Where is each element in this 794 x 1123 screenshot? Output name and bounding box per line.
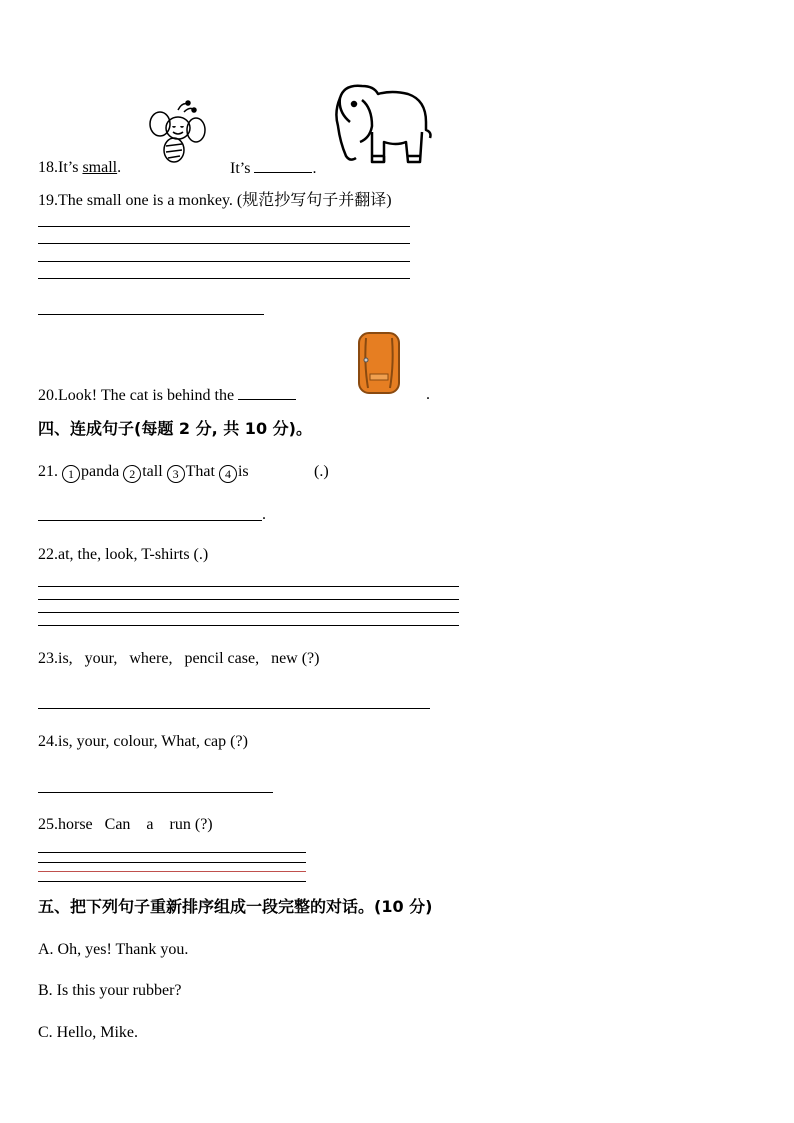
question-number: 21. <box>38 463 62 480</box>
section-5-title: 五、把下列句子重新排序组成一段完整的对话。(10 分) <box>38 897 433 916</box>
word-1: panda <box>81 463 120 480</box>
writing-line[interactable] <box>38 599 459 600</box>
word-2: tall <box>142 463 163 480</box>
question-end: . <box>117 159 122 176</box>
option-b: B. Is this your rubber? <box>38 982 182 999</box>
answer-line[interactable] <box>38 792 273 793</box>
circle-number-3: 3 <box>167 465 185 483</box>
answer-blank[interactable] <box>254 158 312 173</box>
writing-line[interactable] <box>38 862 306 863</box>
question-prefix: It’s <box>58 159 83 176</box>
writing-line-red[interactable] <box>38 871 306 872</box>
question-23: 23.is, your, where, pencil case, new (?) <box>38 650 320 667</box>
word-4: is <box>237 463 249 480</box>
writing-line[interactable] <box>38 226 410 227</box>
answer-line[interactable] <box>38 708 430 709</box>
writing-line[interactable] <box>38 243 410 244</box>
option-a: A. Oh, yes! Thank you. <box>38 941 189 958</box>
circle-number-1: 1 <box>62 465 80 483</box>
answer-end: . <box>312 160 317 177</box>
question-24: 24.is, your, colour, What, cap (?) <box>38 733 248 750</box>
writing-line[interactable] <box>38 278 410 279</box>
question-20 <box>38 385 296 406</box>
circle-number-4: 4 <box>219 465 237 483</box>
word-3: That <box>185 463 215 480</box>
circle-number-2: 2 <box>123 465 141 483</box>
option-c: C. Hello, Mike. <box>38 1024 138 1041</box>
question-text: 20.Look! The cat is behind the <box>38 387 239 404</box>
writing-line[interactable] <box>38 261 410 262</box>
question-22: 22.at, the, look, T-shirts (.) <box>38 546 209 563</box>
pencil-case-icon <box>356 330 402 396</box>
bee-icon <box>148 100 206 170</box>
elephant-icon <box>332 82 434 168</box>
answer-prefix: It’s <box>230 160 255 177</box>
writing-line[interactable] <box>38 881 306 882</box>
writing-line[interactable] <box>38 612 459 613</box>
question-21 <box>38 462 249 483</box>
underlined-word: small <box>82 159 118 176</box>
translation-line[interactable] <box>38 314 264 315</box>
writing-line[interactable] <box>38 625 459 626</box>
question-20-end: . <box>426 386 430 403</box>
question-number: 18. <box>38 159 58 176</box>
question-18-answer <box>230 158 316 179</box>
answer-line[interactable] <box>38 520 262 521</box>
question-25: 25.horse Can a run (?) <box>38 816 213 833</box>
answer-blank[interactable] <box>238 385 296 400</box>
writing-line[interactable] <box>38 852 306 853</box>
section-4-title: 四、连成句子(每题 2 分, 共 10 分)。 <box>38 419 312 438</box>
writing-line[interactable] <box>38 586 459 587</box>
question-21-punct: (.) <box>314 463 329 480</box>
question-19: 19.The small one is a monkey. (规范抄写句子并翻译) <box>38 192 392 209</box>
question-18 <box>38 158 121 178</box>
answer-line-end: . <box>262 506 266 523</box>
